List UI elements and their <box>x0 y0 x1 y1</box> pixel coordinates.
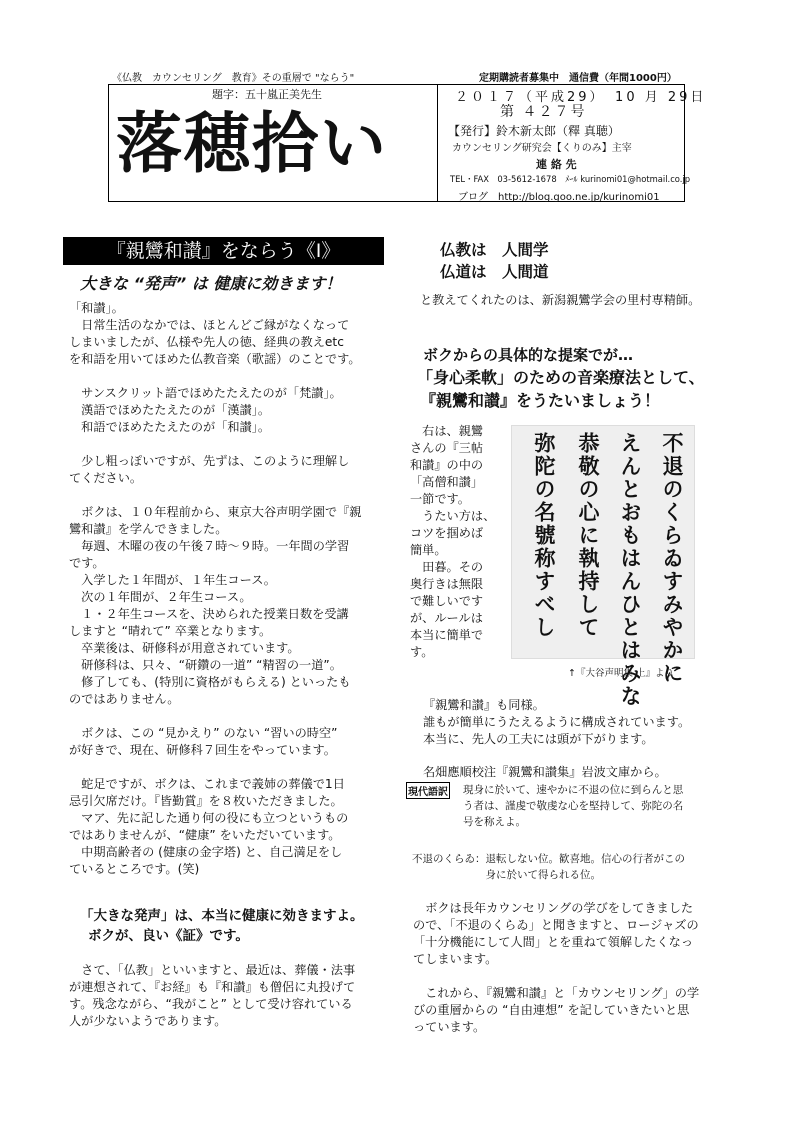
wasan-verse-column: えんとおもはんひとはみな <box>618 432 643 708</box>
paragraph-gap <box>69 436 362 453</box>
definition-line: 身に於いて得られる位。 <box>412 869 601 881</box>
body-line: びの重層からの “自由連想” を記していきたいと思 <box>413 1003 690 1017</box>
calligraphy-credit: 題字：五十嵐正美先生 <box>212 88 322 101</box>
body-line: 忌引欠席だけ。『皆勤賞』を８枚いただきました。 <box>69 794 343 808</box>
after-figure-text <box>423 697 690 748</box>
side-line: さんの『三帖 <box>410 441 484 455</box>
body-line: 日常生活のなかでは、ほとんどご縁がなくなって <box>69 318 350 332</box>
body-line: 毎週、木曜の夜の午後７時～９時。一年間の学習 <box>69 539 350 553</box>
wasan-verse-column: 恭敬の心に執持して <box>576 432 601 639</box>
side-line: が、ルールは <box>410 611 483 625</box>
body-line: 少し粗っぽいですが、先ずは、このように理解し <box>69 454 350 468</box>
left-body-text <box>69 300 362 878</box>
proposal-line-2: 「身心柔軟」のための音楽療法として、 <box>417 368 705 387</box>
body-line: 「和讃」。 <box>69 301 124 315</box>
body-line: ボクは、１０年程前から、東京大谷声明学園で『親 <box>69 505 362 519</box>
body-line: す。残念ながら、“我がこと” として受け容れている <box>69 997 353 1011</box>
side-line: 奥行きは無限 <box>410 577 484 591</box>
definition-line: 不退のくらゐ：退転しない位。歓喜地。信心の行者がこの <box>412 853 685 865</box>
body-line: てください。 <box>69 471 143 485</box>
translation-line: 現身に於いて、速やかに不退の位に到らんと思 <box>463 784 684 796</box>
body-line: しまいましたが、仏様や先人の徳、経典の教えetc <box>69 335 344 349</box>
closing-text <box>413 900 699 1036</box>
body-line: しますと “晴れて” 卒業となります。 <box>69 624 272 638</box>
body-line: ので、「不退のくらゐ」と聞きますと、ロージャズの <box>413 918 699 932</box>
body-line: っています。 <box>413 1020 486 1034</box>
body-line: サンスクリット語でほめたたえたのが「梵讃」。 <box>69 386 342 400</box>
article-banner: 『親鸞和讃』をならう《Ⅰ》 <box>63 237 384 265</box>
body-line: 中期高齢者の (健康の金字塔) と、自己満足をし <box>69 845 343 859</box>
taught-by: と教えてくれたのは、新潟親鸞学会の里村専精師。 <box>420 293 701 307</box>
body-line: さて、「仏教」といいますと、最近は、葬儀・法事 <box>69 963 356 977</box>
header-tagline: 《仏教 カウンセリング 教育》その重層で "ならう" <box>112 73 355 84</box>
body-line: 『親鸞和讃』も同様。 <box>423 698 545 712</box>
body-line: ではありませんが、“健康” をいただいています。 <box>69 828 341 842</box>
gendai-label: 現代語訳 <box>406 782 450 799</box>
body-line: 研修科は、只々、“研鑽の一道” “精習の一道”。 <box>69 658 342 672</box>
side-line: うたい方は、 <box>410 509 496 523</box>
issue-date: ２０１７（平成29） 10 月 29日 <box>455 90 707 105</box>
modern-translation <box>463 782 683 830</box>
motto-path: 仏道は 人間道 <box>440 263 549 281</box>
masthead-divider <box>437 84 438 202</box>
paragraph-gap <box>413 968 699 985</box>
body-line: 誰もが簡単にうたえるように構成されています。 <box>423 715 691 729</box>
body-line: 漢語でほめたたえたのが「漢讃」。 <box>69 403 271 417</box>
body-line: ボクは長年カウンセリングの学びをしてきました <box>413 901 694 915</box>
blog-url: ブログ http://blog.goo.ne.jp/kurinomi01 <box>458 192 660 203</box>
callout-line-2: ボクが、良い《証》です。 <box>88 928 249 944</box>
translation-line: 号を称えよ。 <box>463 816 526 828</box>
side-line: 「高僧和讃」 <box>410 475 484 489</box>
contact-tel-mail: TEL・FAX 03-5612-1678 ﾒｰﾙ kurinomi01@hotmail.co.jp <box>450 174 691 184</box>
body-line: １・２年生コースを、決められた授業日数を受講 <box>69 607 349 621</box>
body-line: 修了しても、(特別に資格がもらえる) といったも <box>69 675 351 689</box>
figure-caption: ↑『大谷声明集 上』より <box>568 668 674 679</box>
health-callout <box>80 906 364 946</box>
body-line: ているところです。(笑) <box>69 862 200 876</box>
body-line: 人が少ないようであります。 <box>69 1014 227 1028</box>
article-subheading: 大きな “発声” は 健康に効きます！ <box>80 274 342 293</box>
body-line: です。 <box>69 556 105 570</box>
side-line: 簡単。 <box>410 543 447 557</box>
body-line: マア、先に記した通り何の役にも立つというもの <box>69 811 349 825</box>
organization: カウンセリング研究会【くりのみ】主宰 <box>452 143 632 154</box>
proposal-line-3: 『親鸞和讃』をうたいましょう！ <box>420 391 661 410</box>
callout-line-1: 「大きな発声」は、本当に健康に効きますよ。 <box>80 908 364 924</box>
left-closing-text <box>69 962 355 1030</box>
body-line: これから、『親鸞和讃』と「カウンセリング」の学 <box>413 986 700 1000</box>
contact-label: 連 絡 先 <box>536 158 577 171</box>
body-line: のではありません。 <box>69 692 180 706</box>
paragraph-gap <box>69 708 362 725</box>
source-note: 名畑應順校注『親鸞和讃集』岩波文庫から。 <box>423 765 667 779</box>
body-line: 和語でほめたたえたのが「和讃」。 <box>69 420 271 434</box>
side-line: コツを掴めば <box>410 526 484 540</box>
wasan-explanation <box>410 423 495 661</box>
body-line: 鸞和讃』を学んできました。 <box>69 522 228 536</box>
paragraph-gap <box>69 368 362 385</box>
body-line: 蛇足ですが、ボクは、これまで義姉の葬儀で1日 <box>69 777 345 791</box>
side-line: 和讃』の中の <box>410 458 484 472</box>
publisher: 【発行】鈴木新太郎（釋 真聴） <box>448 124 620 138</box>
paragraph-gap <box>69 487 362 504</box>
body-line: 入学した１年間が、１年生コース。 <box>69 573 276 587</box>
side-line: 右は、親鸞 <box>410 424 484 438</box>
body-line: を和語を用いてほめた仏教音楽（歌謡）のことです。 <box>69 352 361 366</box>
body-line: てしまいます。 <box>413 952 498 966</box>
body-line: 「十分機能にして人間」とを重ねて領解したくなっ <box>413 935 694 949</box>
side-line: 田暮。その <box>410 560 484 574</box>
proposal-intro: ボクからの具体的な提案でが… <box>423 346 634 364</box>
motto-buddhism: 仏教は 人間学 <box>440 241 549 259</box>
body-line: が連想されて、『お経』も『和讃』も僧侶に丸投げて <box>69 980 356 994</box>
body-line: ボクは、この “見かえり” のない “習いの時空” <box>69 726 338 740</box>
body-line: 本当に、先人の工夫には頭が下がります。 <box>423 732 654 746</box>
body-line: 次の１年間が、２年生コース。 <box>69 590 252 604</box>
wasan-verse-column: 不退のくらゐすみやかに <box>660 432 685 685</box>
newsletter-title: 落穂拾い <box>116 104 388 182</box>
wasan-verse-column: 弥陀の名號称すべし <box>532 432 557 639</box>
side-line: 一節です。 <box>410 492 470 506</box>
futai-definition <box>412 851 685 883</box>
side-line: 本当に簡単で <box>410 628 484 642</box>
side-line: す。 <box>410 645 434 659</box>
issue-number: 第 ４２７号 <box>500 104 587 120</box>
translation-line: う者は、謹虔で敬虔な心を堅持して、弥陀の名 <box>463 800 684 812</box>
body-line: が好きで、現在、研修科７回生をやっています。 <box>69 743 336 757</box>
side-line: で難しいです <box>410 594 484 608</box>
subscription-notice: 定期購読者募集中 通信費（年間1000円） <box>479 73 677 84</box>
paragraph-gap <box>69 759 362 776</box>
body-line: 卒業後は、研修科が用意されています。 <box>69 641 300 655</box>
